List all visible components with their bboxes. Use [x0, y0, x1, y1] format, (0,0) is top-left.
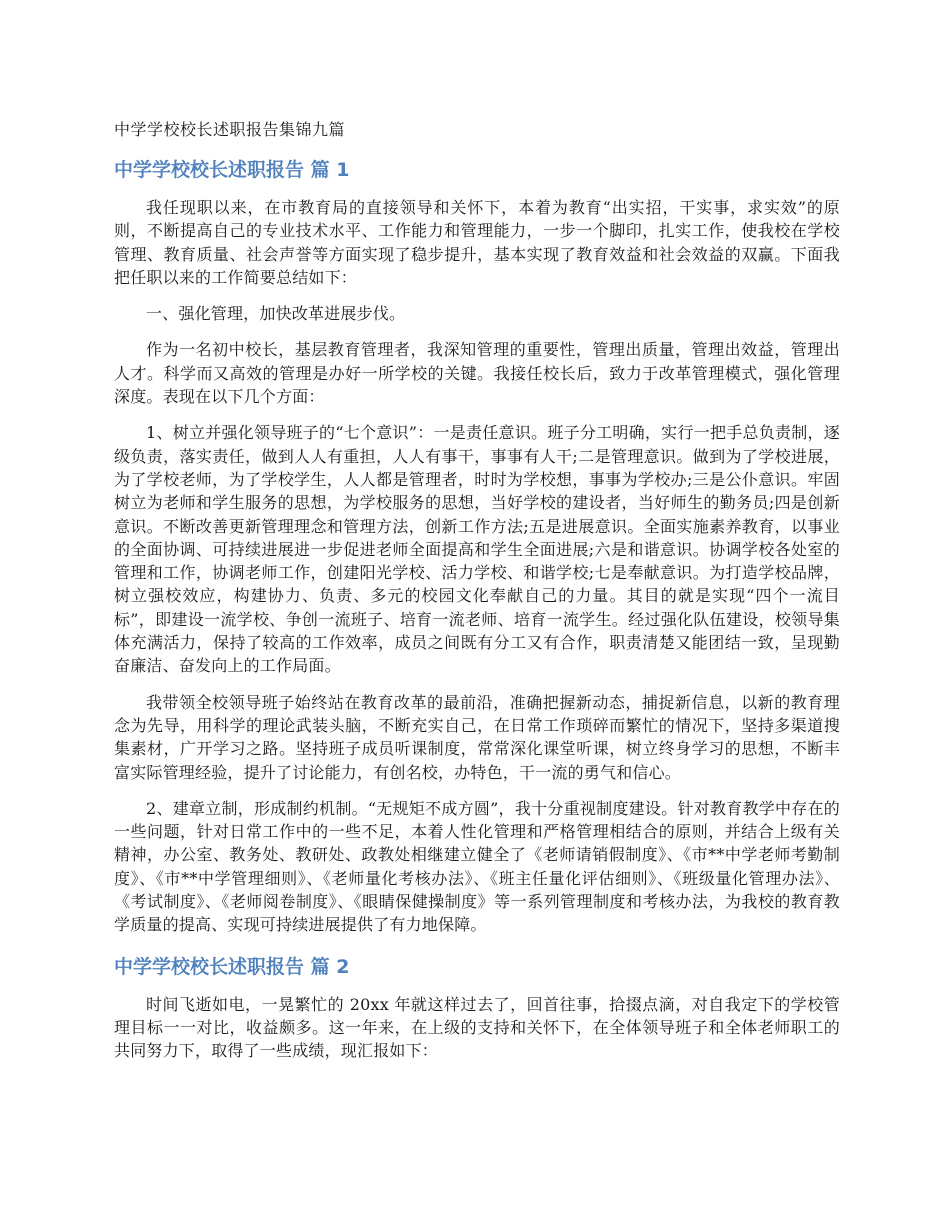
section-heading: 中学学校校长述职报告 篇 2 — [114, 955, 350, 978]
document-title: 中学学校校长述职报告集锦九篇 — [114, 120, 346, 139]
paragraph: 时间飞逝如电，一晃繁忙的 20xx 年就这样过去了，回首往事，拾掇点滴，对自我定下的学校管理目标一一对比，收益颇多。这一年来，在上级的支持和关怀下，在全体领导班子和全体老师职工的共同努力下，取得了一些成绩，现汇报如下： — [114, 994, 840, 1061]
section-heading: 中学学校校长述职报告 篇 1 — [114, 159, 350, 181]
paragraph: 1、树立并强化领导班子的“七个意识”：一是责任意识。班子分工明确，实行一把手总负责制，逐级负责，落实责任，做到人人有重担，人人有事干，事事有人干;二是管理意识。做到为了学校进展，为了学校老师，为了学校学生，人人都是管理者，时时为学校想，事事为学校办;三是公仆意识。牢固树立为老师和学生服务的思想，为学校服务的思想，当好学校的建设者，当好师生的勤务员;四是创新意识。不断改善更新管理理念和管理方法，创新工作方法;五是进展意识。全面实施素养教育，以事业的全面协调、可持续进展进一步促进老师全面提高和学生全面进展;六是和谐意识。协调学校各处室的管理和工作，协调老师工作，创建阳光学校、活力学校、和谐学校;七是奉献意识。为打造学校品牌，树立强校效应，构建协力、负责、多元的校园文化奉献自己的力量。其目的就是实现“四个一流目标”，即建设一流学校、争创一流班子、培育一流老师、培育一流学生。经过强化队伍建设，校领导集体充满活力，保持了较高的工作效率，成员之间既有分工又有合作，职责清楚又能团结一致，呈现勤奋廉洁、奋发向上的工作局面。 — [114, 423, 840, 676]
paragraph: 我任现职以来，在市教育局的直接领导和关怀下，本着为教育“出实招，干实事，求实效”的原则，不断提高自己的专业技术水平、工作能力和管理能力，一步一个脚印，扎实工作，使我校在学校管理、教育质量、社会声誉等方面实现了稳步提升，基本实现了教育效益和社会效益的双赢。下面我把任职以来的工作简要总结如下： — [114, 198, 840, 287]
paragraph: 作为一名初中校长，基层教育管理者，我深知管理的重要性，管理出质量，管理出效益，管理出人才。科学而又高效的管理是办好一所学校的关键。我接任校长后，致力于改革管理模式，强化管理深度。表现在以下几个方面： — [114, 340, 840, 407]
paragraph: 一、强化管理，加快改革进展步伐。 — [146, 304, 406, 324]
section-2 — [114, 953, 840, 1063]
document-page — [114, 118, 840, 1076]
paragraph: 2、建章立制，形成制约机制。“无规矩不成方圆”，我十分重视制度建设。针对教育教学中存在的一些问题，针对日常工作中的一些不足，本着人性化管理和严格管理相结合的原则，并结合上级有关精神，办公室、教务处、教研处、政教处相继建立健全了《老师请销假制度》、《市**中学老师考勤制度》、《市**中学管理细则》、《老师量化考核办法》、《班主任量化评估细则》、《班级量化管理办法》、《考试制度》、《老师阅卷制度》、《眼睛保健操制度》等一系列管理制度和考核办法，为我校的教育教学质量的提高、实现可持续进展提供了有力地保障。 — [114, 798, 840, 935]
section-1 — [114, 156, 840, 937]
paragraph: 我带领全校领导班子始终站在教育改革的最前沿，准确把握新动态，捕捉新信息，以新的教育理念为先导，用科学的理论武装头脑，不断充实自己，在日常工作琐碎而繁忙的情况下，坚持多渠道搜集素材，广开学习之路。坚持班子成员听课制度，常常深化课堂听课，树立终身学习的思想，不断丰富实际管理经验，提升了讨论能力，有创名校，办特色，干一流的勇气和信心。 — [114, 692, 840, 782]
